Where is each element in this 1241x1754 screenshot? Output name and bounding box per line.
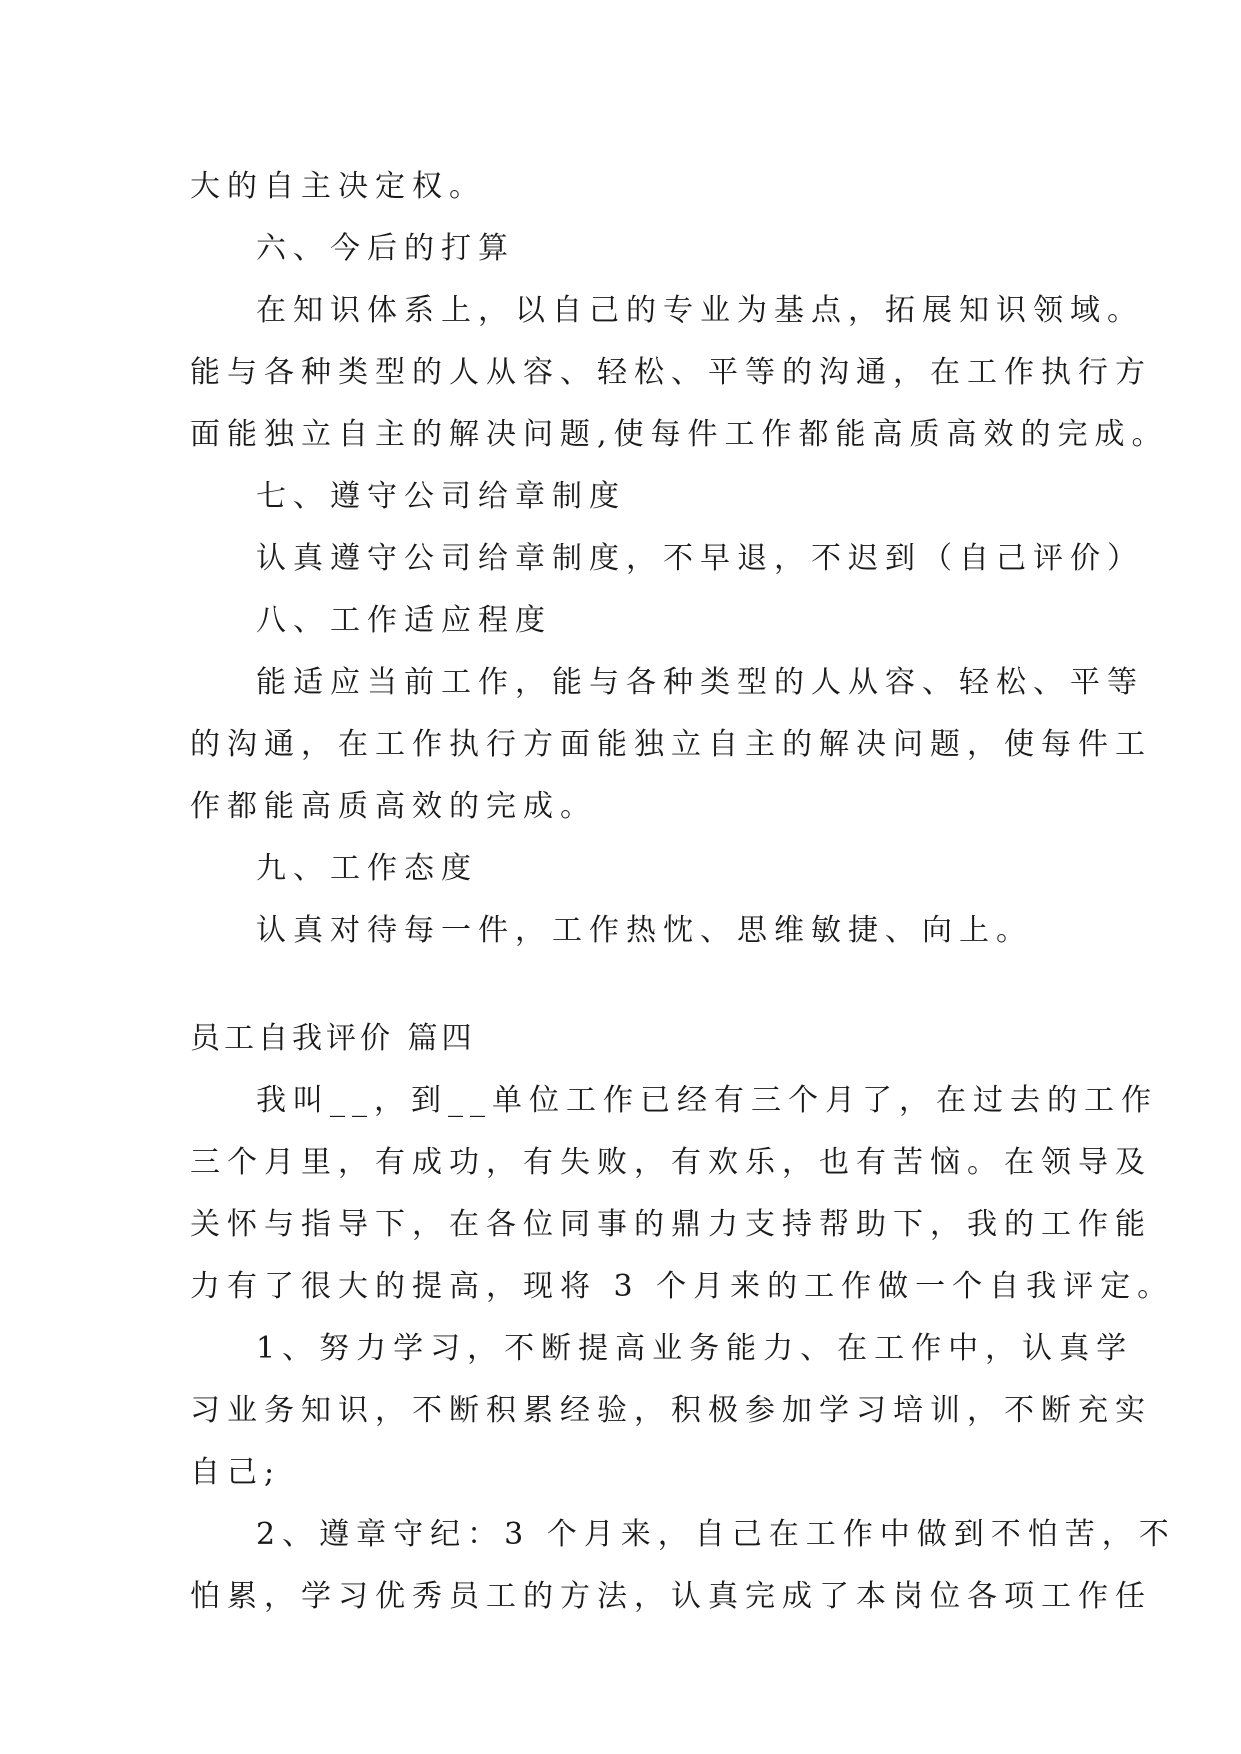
document-page [190,156,1176,1628]
section-heading-9: 九、工作态度 [256,851,478,886]
list-item-line: 习业务知识，不断积累经验，积极参加学习培训，不断充实 [190,1393,1152,1428]
paragraph-line: 作都能高质高效的完成。 [190,789,597,824]
paragraph-line: 在知识体系上，以自己的专业为基点，拓展知识领域。 [256,293,1144,328]
paragraph-line: 关怀与指导下，在各位同事的鼎力支持帮助下，我的工作能 [190,1207,1152,1242]
paragraph-line: 面能独立自主的解决问题,使每件工作都能高质高效的完成。 [190,417,1169,452]
paragraph-line: 能适应当前工作，能与各种类型的人从容、轻松、平等 [256,665,1144,700]
paragraph-line: 力有了很大的提高，现将 3 个月来的工作做一个自我评定。 [190,1269,1175,1304]
list-item-line: 自己; [190,1455,282,1490]
list-item-line: 1、努力学习，不断提高业务能力、在工作中，认真学 [256,1331,1134,1366]
section-gap [190,962,1060,1008]
paragraph-continuation: 大的自主决定权。 [190,169,486,204]
paragraph-line: 认真对待每一件，工作热忱、思维敏捷、向上。 [256,913,1033,948]
section-heading-8: 八、工作适应程度 [256,603,552,638]
section-heading-7: 七、遵守公司给章制度 [256,479,626,514]
article-title: 员工自我评价 篇四 [190,1021,476,1056]
paragraph-line: 我叫__，到__单位工作已经有三个月了，在过去的工作 [256,1083,1158,1118]
paragraph-line: 能与各种类型的人从容、轻松、平等的沟通，在工作执行方 [190,355,1152,390]
paragraph-line: 的沟通，在工作执行方面能独立自主的解决问题，使每件工 [190,727,1152,762]
list-item-line: 怕累，学习优秀员工的方法，认真完成了本岗位各项工作任 [190,1579,1152,1614]
list-item-line: 2、遵章守纪：3 个月来，自己在工作中做到不怕苦，不 [256,1517,1176,1552]
section-heading-6: 六、今后的打算 [256,231,515,266]
paragraph-line: 三个月里，有成功，有失败，有欢乐，也有苦恼。在领导及 [190,1145,1152,1180]
paragraph-line: 认真遵守公司给章制度，不早退，不迟到（自己评价） [256,541,1144,576]
